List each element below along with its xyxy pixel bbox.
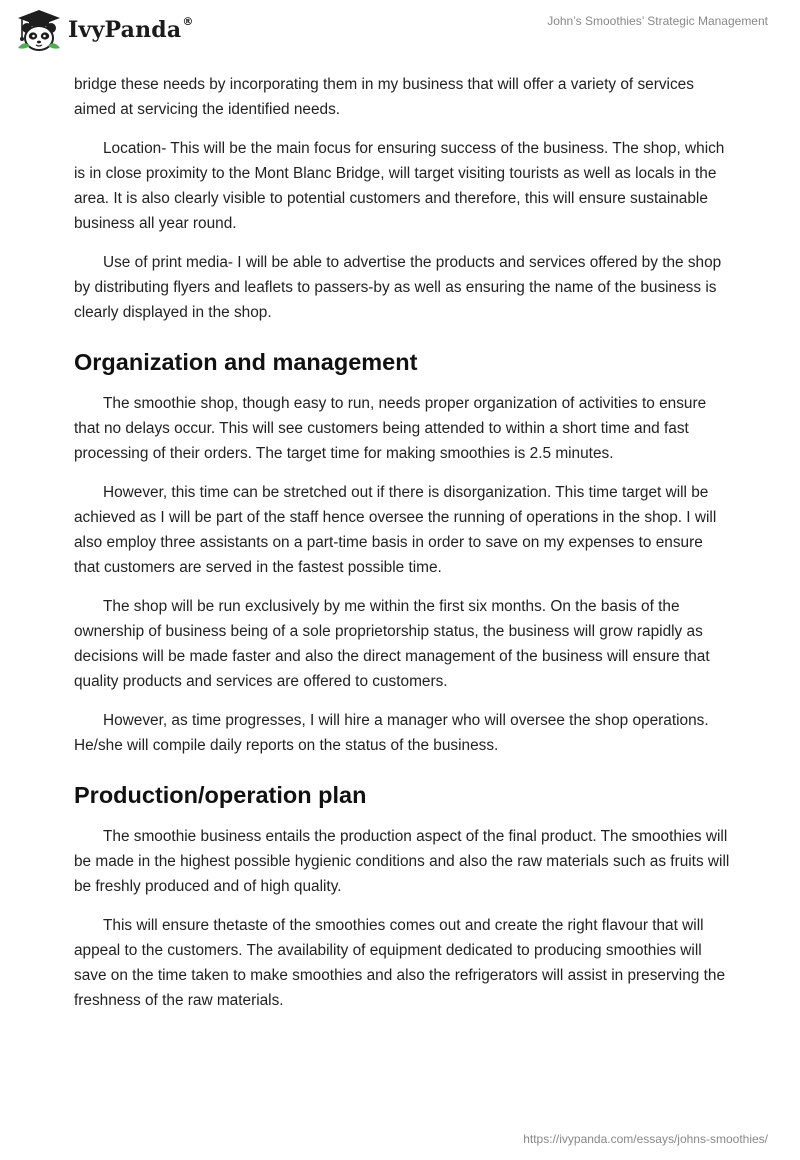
panda-logo-icon — [16, 8, 62, 52]
page-header — [0, 0, 800, 64]
essay-content — [74, 72, 730, 1027]
paragraph: bridge these needs by incorporating them in my business that will offer a variety of services aimed at servicing the identified needs. — [74, 76, 694, 118]
ivypanda-logo[interactable] — [16, 8, 194, 52]
paragraph: Location- This will be the main focus for ensuring success of the business. The shop, which is in close proximity to the Mont Blanc Bridge, will target visiting tourists as well as locals in the area. It is also clearly visible to potential customers and therefore, this will ensure sustainable business all year round. — [74, 140, 725, 232]
paragraph: The shop will be run exclusively by me within the first six months. On the basis of the ownership of business being of a sole proprietorship status, the business will grow rapidly as decisions will be made faster and also the direct management of the business will ensure that quality products and services are offered to customers. — [74, 598, 710, 690]
source-url-link[interactable]: https://ivypanda.com/essays/johns-smoothies/ — [523, 1132, 768, 1146]
paragraph: The smoothie business entails the production aspect of the final product. The smoothies will be made in the highest possible hygienic conditions and also the raw materials such as fruits will be freshly produced and of high quality. — [74, 828, 730, 895]
paragraph: The smoothie shop, though easy to run, needs proper organization of activities to ensure that no delays occur. This will see customers being attended to within a short time and fast processing of their orders. The target time for making smoothies is 2.5 minutes. — [74, 395, 707, 462]
section-heading-production: Production/operation plan — [74, 782, 367, 808]
logo-text: IvyPanda® — [68, 15, 194, 43]
paragraph: Use of print media- I will be able to advertise the products and services offered by the shop by distributing flyers and leaflets to passers-by as well as ensuring the name of the business is clearly displayed in the shop. — [74, 254, 722, 321]
paragraph: However, as time progresses, I will hire a manager who will oversee the shop operations. He/she will compile daily reports on the status of the business. — [74, 712, 709, 754]
document-title: John’s Smoothies’ Strategic Management — [547, 14, 768, 28]
section-heading-organization: Organization and management — [74, 349, 418, 375]
paragraph: However, this time can be stretched out if there is disorganization. This time target will be achieved as I will be part of the staff hence oversee the running of operations in the shop. I will also employ three assistants on a part-time basis in order to save on my expenses to ensure that customers are served in the fastest possible time. — [74, 484, 717, 576]
paragraph: This will ensure thetaste of the smoothies comes out and create the right flavour that will appeal to the customers. The availability of equipment dedicated to producing smoothies will save on the time taken to make smoothies and also the refrigerators will assist in preserving the freshness of the raw materials. — [74, 917, 725, 1009]
